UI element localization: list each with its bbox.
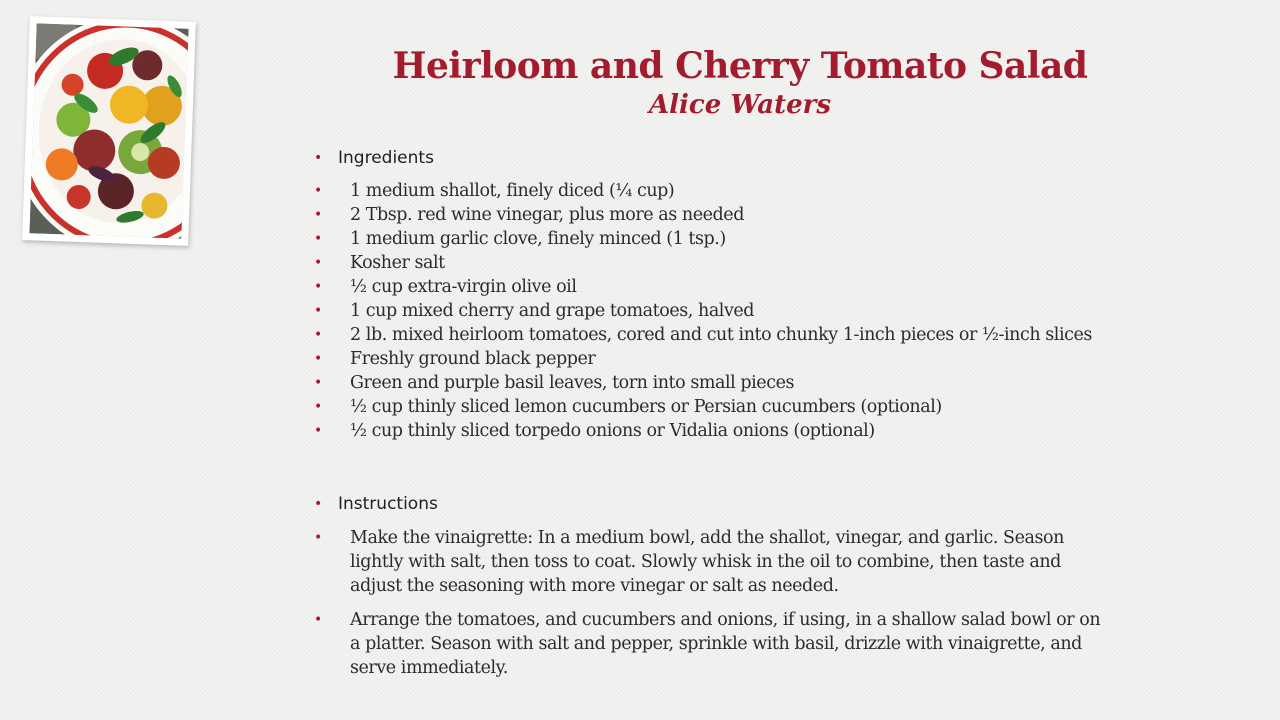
ingredient-item: • 1 medium garlic clove, finely minced (1 tsp.) <box>314 227 1104 251</box>
ingredient-item: • ½ cup thinly sliced torpedo onions or Vidalia onions (optional) <box>314 419 1104 443</box>
ingredient-item: • 2 Tbsp. red wine vinegar, plus more as needed <box>314 203 1104 227</box>
instructions-heading-label: Instructions <box>338 494 438 514</box>
ingredient-list <box>314 179 1104 443</box>
ingredient-item: • 1 cup mixed cherry and grape tomatoes, halved <box>314 299 1104 323</box>
tomato-salad-photo <box>29 23 188 238</box>
ingredient-item: • 2 lb. mixed heirloom tomatoes, cored and cut into chunky 1-inch pieces or ½-inch slices <box>314 323 1104 347</box>
ingredient-item: • Kosher salt <box>314 251 1104 275</box>
instruction-step: • Make the vinaigrette: In a medium bowl, add the shallot, vinegar, and garlic. Season lightly with salt, then toss to coat. Slowly whisk in the oil to combine, then taste and adjust the seasoning with more vinegar or salt as needed. <box>314 526 1104 598</box>
instruction-list <box>314 526 1104 690</box>
ingredient-item: • Freshly ground black pepper <box>314 347 1104 371</box>
ingredient-item: • Green and purple basil leaves, torn into small pieces <box>314 371 1104 395</box>
instructions-heading <box>314 493 438 515</box>
recipe-title: Heirloom and Cherry Tomato Salad <box>392 45 1088 87</box>
ingredient-item: • ½ cup thinly sliced lemon cucumbers or Persian cucumbers (optional) <box>314 395 1104 419</box>
ingredients-heading-label: Ingredients <box>338 148 434 168</box>
ingredients-heading <box>314 147 434 169</box>
recipe-photo <box>22 16 196 246</box>
instruction-step: • Arrange the tomatoes, and cucumbers and onions, if using, in a shallow salad bowl or on a platter. Season with salt and pepper, sprinkle with basil, drizzle with vinaigrette, and serve immediately. <box>314 608 1104 680</box>
ingredient-item: • 1 medium shallot, finely diced (¼ cup) <box>314 179 1104 203</box>
recipe-author: Alice Waters <box>648 90 832 120</box>
ingredient-item: • ½ cup extra-virgin olive oil <box>314 275 1104 299</box>
